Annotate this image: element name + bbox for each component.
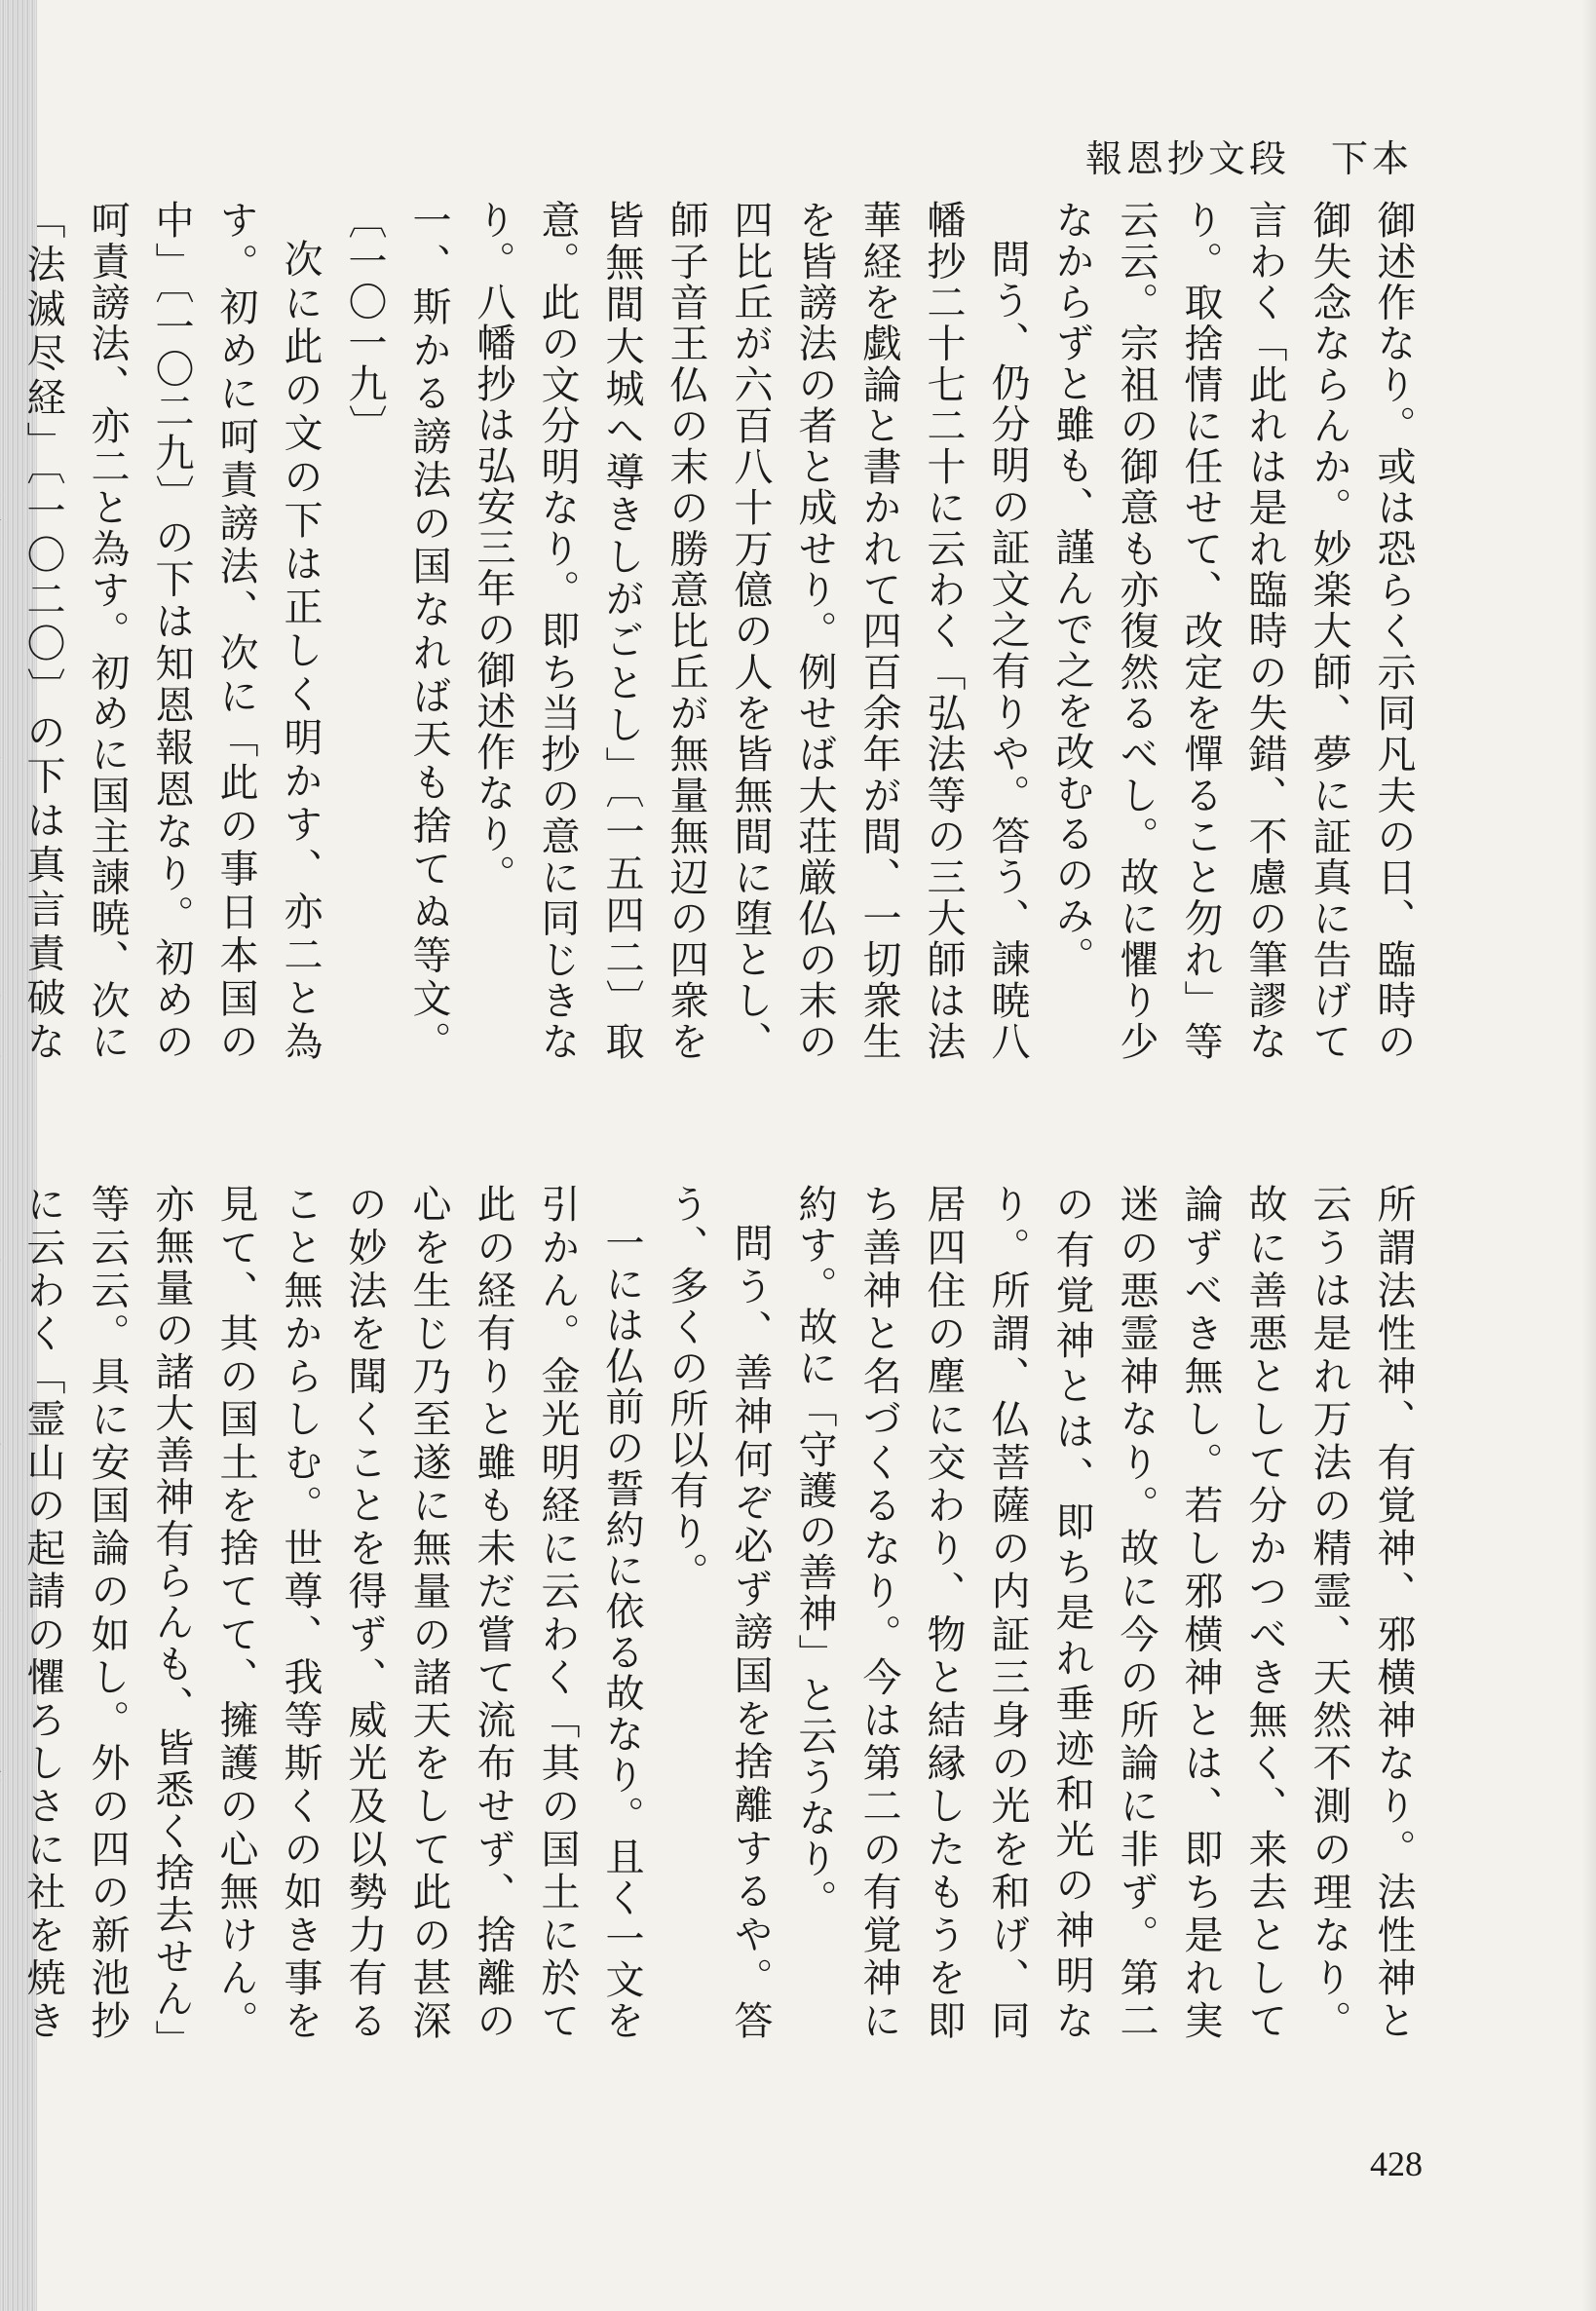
paragraph: 次に此の文の下は正しく明かす、亦二と為す。初めに呵責謗法、次に「此の事日本国の中」〔一〇二九〕の下は知恩報恩なり。初めの呵責謗法、亦二と為す。初めに国主諫暁、次に「法滅尽経」〔一〇二〇〕の下は真言責破な [20, 200, 323, 1062]
paragraph: 問う、仍分明の証文之有りや。答う、諫暁八幡抄二十七二十に云わく「弘法等の三大師は法華経を戯論と書かれて四百余年が間、一切衆生を皆謗法の者と成せり。例せば大荘厳仏の末の四比丘が六百八十万億の人を皆無間に堕とし、師子音王仏の末の勝意比丘が無量無辺の四衆を皆無間大城へ導きしがごとし」〔一五四二〕取意。此の文分明なり。即ち当抄の意に同じきなり。八幡抄は弘安三年の御述作なり。 [471, 200, 1030, 1063]
lower-text-block [20, 1184, 1425, 2041]
paragraph: 所謂法性神、有覚神、邪横神なり。法性神と云うは是れ万法の精霊、天然不測の理なり。故に善悪として分かつべき無く、来去として論ずべき無し。若し邪横神とは、即ち是れ実迷の悪霊神なり。故に今の所論に非ず。第二の有覚神とは、即ち是れ垂迹和光の神明なり。所謂、仏菩薩の内証三身の光を和げ、同居四住の塵に交わり、物と結縁したもうを即ち善神と名づくるなり。今は第二の有覚神に約す。故に「守護の善神」と云うなり。 [792, 1184, 1416, 2041]
paragraph: 問う、善神何ぞ必ず謗国を捨離するや。答う、多くの所以有り。 [664, 1184, 773, 2041]
paragraph: 一、斯かる謗法の国なれば天も捨てぬ等文。〔一〇一九〕 [342, 200, 451, 1062]
paragraph: 御述作なり。或は恐らく示同凡夫の日、臨時の御失念ならんか。妙楽大師、夢に証真に告げて言わく「此れは是れ臨時の失錯、不慮の筆謬なり。取捨情に任せて、改定を憚ること勿れ」等云云。宗祖の御意も亦復然るべし。故に懼り少なからずと雖も、謹んで之を改むるのみ。 [1049, 200, 1416, 1063]
running-head: 報恩抄文段 下本 [1084, 137, 1413, 180]
paragraph: 一には仏前の誓約に依る故なり。且く一文を引かん。金光明経に云わく「其の国土に於て此の経有りと雖も未だ嘗て流布せず、捨離の心を生じ乃至遂に無量の諸天をして此の甚深の妙法を聞くことを得ず、威光及以勢力有ること無からしむ。世尊、我等斯くの如き事を見て、其の国土を捨てて、擁護の心無けん。亦無量の諸大善神有らんも、皆悉く捨去せん」等云云。具に安国論の如し。外の四の新池抄に云わく「霊山の起請の懼ろしさに社を焼き [20, 1184, 644, 2041]
page-number: 428 [1370, 2144, 1423, 2183]
upper-text-block [20, 200, 1425, 1063]
page-edge [1582, 0, 1596, 2311]
